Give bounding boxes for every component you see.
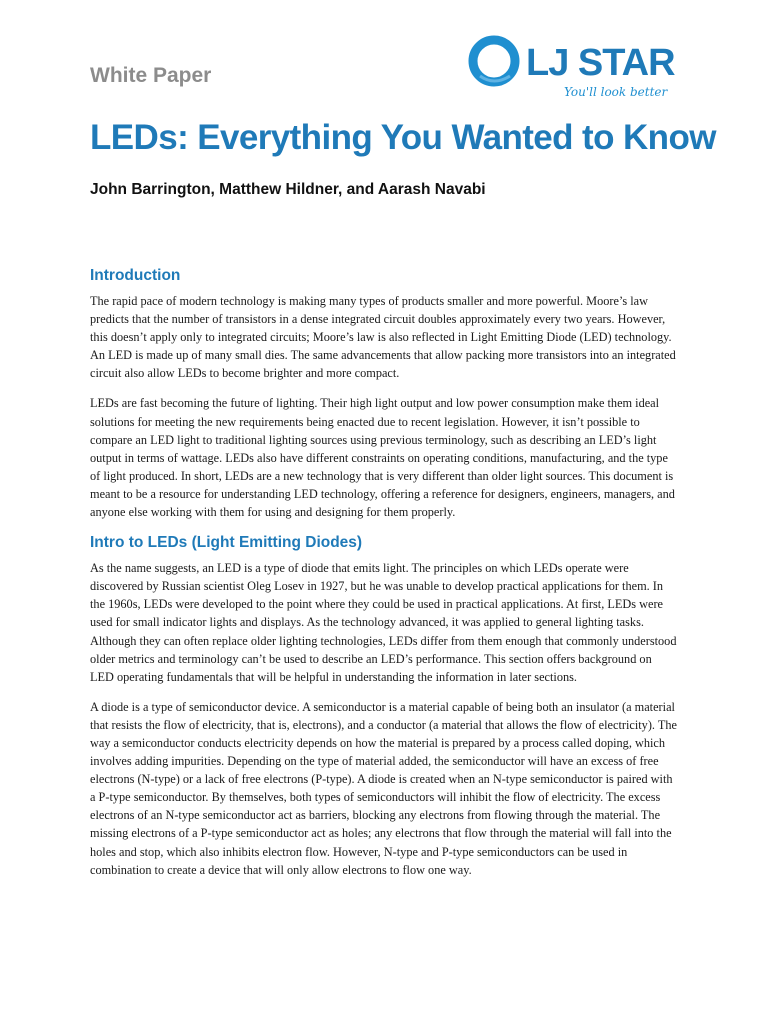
section-introduction <box>90 266 678 521</box>
page-title: LEDs: Everything You Wanted to Know <box>90 118 716 157</box>
logo-tagline: You'll look better <box>564 85 668 99</box>
paragraph: As the name suggests, an LED is a type of diode that emits light. The principles on which LEDs operate were discovered by Russian scientist Oleg Losev in 1927, but he was unable to develop practical applications for them. In the 1960s, LEDs were developed to the point where they could be used in practical applications. At first, LEDs were used for small indicator lights and displays. As the technology advanced, it was applied to general lighting tasks. Although they can often replace older lighting technologies, LEDs differ from them enough that commonly understood older metrics and terminology can’t be used to describe an LED’s performance. This section offers background on LED operating fundamentals that will be helpful in understanding the information in later sections. <box>90 561 677 684</box>
section-heading: Introduction <box>90 267 181 284</box>
logo-wordmark: LJ STAR <box>526 42 675 84</box>
paragraph: A diode is a type of semiconductor device. A semiconductor is a material capable of being both an insulator (a material that resists the flow of electricity, that is, electrons), and a conductor (a material that allows the flow of electricity). The way a semiconductor conducts electricity depends on how the material is prepared by a process called doping, which involves adding impurities. Depending on the type of material added, the semiconductor will have an excess of free electrons (N-type) or a lack of free electrons (P-type). A diode is created when an N-type semiconductor is paired with a P-type semiconductor. By themselves, both types of semiconductors will inhibit the flow of electricity. The excess electrons of an N-type semiconductor act as barriers, blocking any electrons from flowing through the material. The missing electrons of a P-type semiconductor act as holes; any electrons that flow through the material will fall into the holes and stop, which also inhibits electron flow. However, N-type and P-type semiconductors can be used in combination to create a device that will only allow electrons to flow one way. <box>90 699 677 877</box>
lj-star-logo <box>468 30 678 108</box>
authors: John Barrington, Matthew Hildner, and Aarash Navabi <box>90 181 486 198</box>
section-heading: Intro to LEDs (Light Emitting Diodes) <box>90 534 363 552</box>
document-body <box>90 266 678 891</box>
document-type-label: White Paper <box>90 64 212 87</box>
paragraph: LEDs are fast becoming the future of lighting. Their high light output and low power consumption make them ideal solutions for meeting the new requirements being enacted due to recent legislation. However, it isn’t possible to compare an LED light to traditional lighting sources using previous terminology, such as describing an LED’s light output in terms of wattage. LEDs also have different constraints on operating conditions, manufacturing, and the type of light produced. In short, LEDs are a new technology that is very different than older light sources. This document is meant to be a resource for understanding LED technology, offering a reference for designers, engineers, managers, and anyone else working with them for using and designing for them properly. <box>90 396 675 520</box>
paragraph: The rapid pace of modern technology is making many types of products smaller and more powerful. Moore’s law predicts that the number of transistors in a dense integrated circuit doubles approximately every two years. However, this doesn’t apply only to integrated circuits; Moore’s law is also reflected in Light Emitting Diode (LED) technology. An LED is made up of many small dies. The same advancements that allow packing more transistors into an integrated circuit also allow LEDs to become brighter and more compact. <box>90 294 676 381</box>
section-intro-to-leds <box>90 533 678 879</box>
